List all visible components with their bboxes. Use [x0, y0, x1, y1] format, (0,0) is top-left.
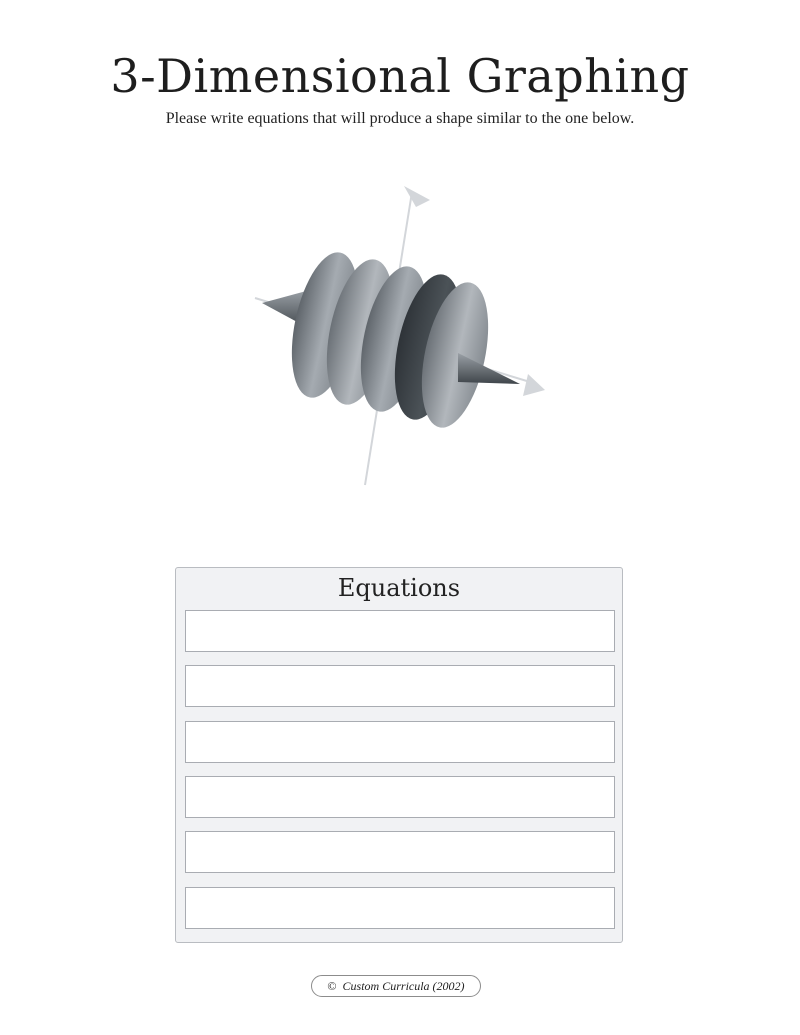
- copyright-badge: [311, 975, 481, 997]
- equations-panel: [175, 567, 623, 943]
- page-title: 3-Dimensional Graphing: [110, 49, 690, 103]
- copyright-icon: ©: [327, 979, 337, 993]
- equation-field-6[interactable]: [185, 887, 615, 929]
- equation-field-5[interactable]: [185, 831, 615, 873]
- x-axis-arrow: [523, 374, 545, 396]
- equation-field-1[interactable]: [185, 610, 615, 652]
- copyright-text: Custom Curricula (2002): [342, 979, 465, 993]
- equations-title: Equations: [337, 574, 461, 602]
- equation-field-2[interactable]: [185, 665, 615, 707]
- equation-field-4[interactable]: [185, 776, 615, 818]
- z-axis-arrow: [404, 186, 430, 207]
- page-instructions: Please write equations that will produce a shape similar to the one below.: [165, 110, 635, 127]
- equation-field-3[interactable]: [185, 721, 615, 763]
- right-spike: [458, 353, 520, 384]
- 3d-shape-figure: [230, 170, 570, 500]
- 3d-shape-graphic: [230, 170, 570, 500]
